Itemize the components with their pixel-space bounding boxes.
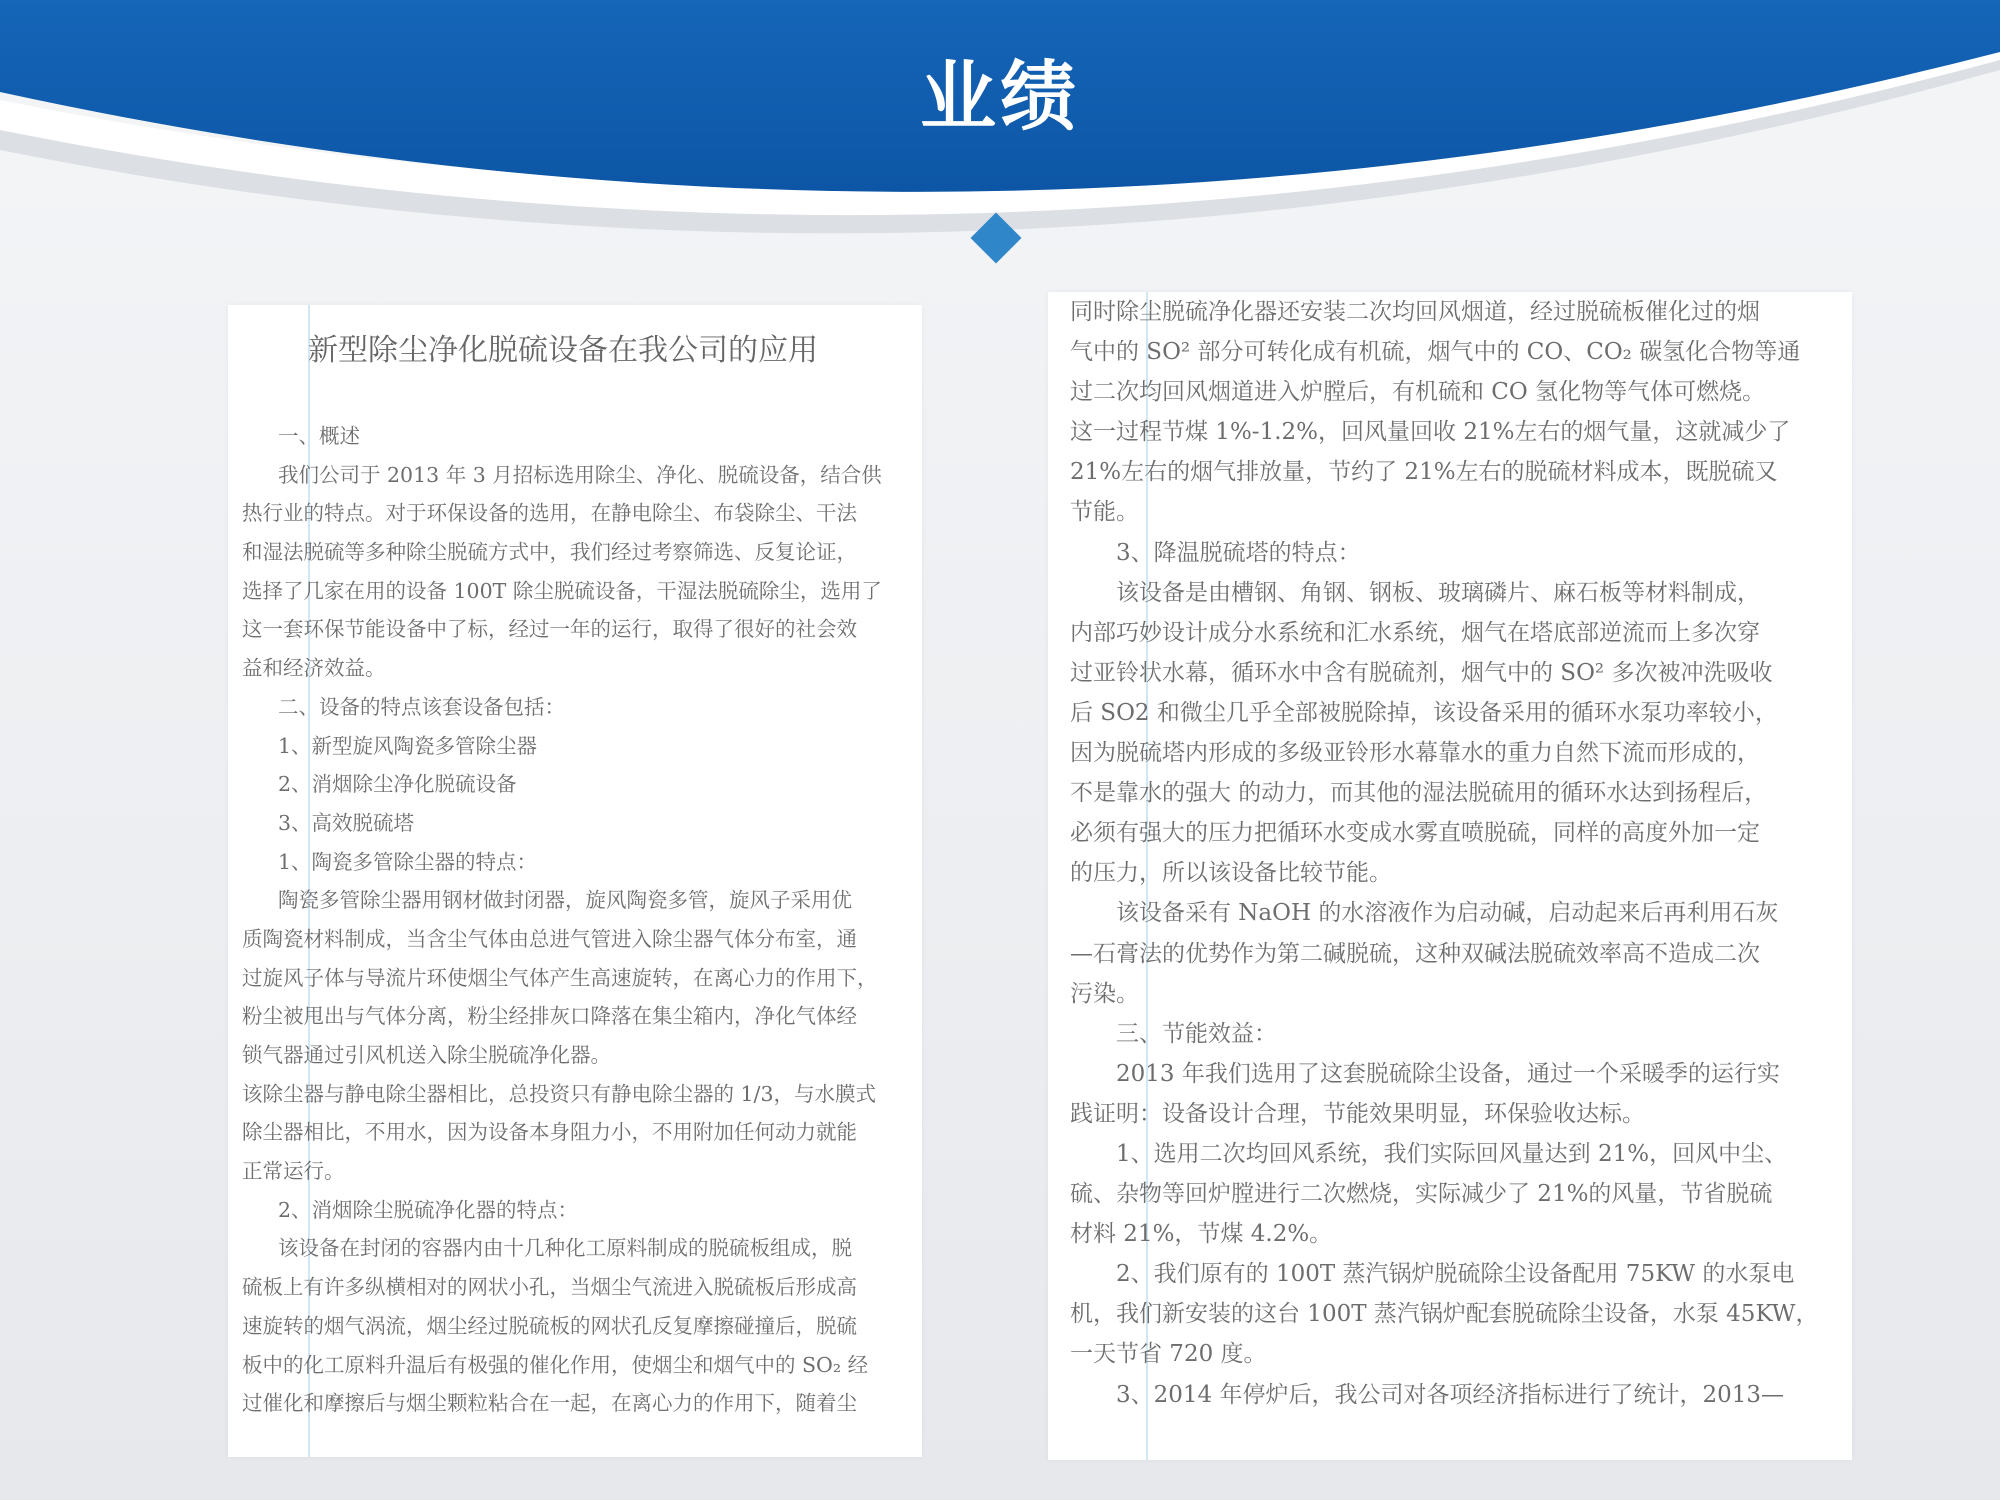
text-line: 和湿法脱硫等多种除尘脱硫方式中，我们经过考察筛选、反复论证，: [242, 540, 857, 565]
text-line: 3、2014 年停炉后，我公司对各项经济指标进行了统计，2013—: [1116, 1381, 1785, 1408]
text-line: 这一套环保节能设备中了标，经过一年的运行，取得了很好的社会效: [242, 617, 857, 642]
text-line: 益和经济效益。: [242, 656, 386, 681]
text-line: 2、消烟除尘净化脱硫设备: [278, 772, 517, 797]
text-line: 过旋风子体与导流片环使烟尘气体产生高速旋转，在离心力的作用下，: [242, 965, 878, 990]
document-page-left: [228, 305, 922, 1457]
text-line: 机，我们新安装的这台 100T 蒸汽锅炉配套脱硫除尘设备，水泵 45KW，: [1070, 1301, 1819, 1328]
text-line: 我们公司于 2013 年 3 月招标选用除尘、净化、脱硫设备，结合供: [278, 462, 882, 487]
text-line: 因为脱硫塔内形成的多级亚铃形水幕靠水的重力自然下流而形成的，: [1070, 740, 1760, 767]
text-line: 必须有强大的压力把循环水变成水雾直喷脱硫，同样的高度外加一定: [1070, 820, 1760, 847]
text-line: —石膏法的优势作为第二碱脱硫，这种双碱法脱硫效率高不造成二次: [1070, 940, 1760, 967]
text-line: 过亚铃状水幕，循环水中含有脱硫剂，烟气中的 SO² 多次被冲洗吸收: [1070, 659, 1773, 686]
text-line: 后 SO2 和微尘几乎全部被脱除掉，该设备采用的循环水泵功率较小，: [1070, 699, 1778, 726]
text-line: 锁气器通过引风机送入除尘脱硫净化器。: [242, 1043, 611, 1067]
text-line: 污染。: [1070, 980, 1139, 1007]
text-line: 三、节能效益：: [1116, 1020, 1277, 1047]
text-line: 硫、杂物等回炉膛进行二次燃烧，实际减少了 21%的风量，节省脱硫: [1070, 1181, 1773, 1208]
text-line: 质陶瓷材料制成，当含尘气体由总进气管进入除尘器气体分布室，通: [242, 926, 857, 951]
text-line: 这一过程节煤 1%-1.2%，回风量回收 21%左右的烟气量，这就减少了: [1070, 419, 1791, 446]
text-line: 21%左右的烟气排放量，节约了 21%左右的脱硫材料成本，既脱硫又: [1070, 459, 1778, 486]
text-line: 3、高效脱硫塔: [278, 810, 415, 835]
text-line: 1、选用二次均回风系统，我们实际回风量达到 21%，回风中尘、: [1116, 1140, 1788, 1167]
text-line: 二、设备的特点该套设备包括：: [278, 694, 565, 719]
text-line: 践证明：设备设计合理，节能效果明显，环保验收达标。: [1070, 1100, 1645, 1127]
text-line: 材料 21%，节煤 4.2%。: [1070, 1221, 1333, 1248]
text-line: 2、消烟除尘脱硫净化器的特点：: [278, 1197, 579, 1222]
text-line: 该设备在封闭的容器内由十几种化工原料制成的脱硫板组成，脱: [278, 1236, 852, 1261]
text-line: 过二次均回风烟道进入炉膛后，有机硫和 CO 氢化物等气体可燃烧。: [1070, 379, 1766, 406]
text-line: 不是靠水的强大 的动力，而其他的湿法脱硫用的循环水达到扬程后，: [1070, 780, 1768, 807]
text-line: 1、新型旋风陶瓷多管除尘器: [278, 733, 538, 758]
text-line: 热行业的特点。对于环保设备的选用，在静电除尘、布袋除尘、干法: [242, 501, 857, 526]
text-line: 2013 年我们选用了这套脱硫除尘设备，通过一个采暖季的运行实: [1116, 1060, 1780, 1087]
text-line: 板中的化工原料升温后有极强的催化作用，使烟尘和烟气中的 SO₂ 经: [242, 1352, 869, 1377]
text-line: 节能。: [1070, 499, 1139, 526]
text-line: 3、降温脱硫塔的特点：: [1116, 539, 1361, 566]
text-line: 该除尘器与静电除尘器相比，总投资只有静电除尘器的 1/3，与水膜式: [242, 1081, 877, 1106]
right-page-text: [1070, 292, 1840, 1415]
text-line: 粉尘被甩出与气体分离，粉尘经排灰口降落在集尘箱内，净化气体经: [242, 1004, 857, 1029]
text-line: 内部巧妙设计成分水系统和汇水系统，烟气在塔底部逆流而上多次穿: [1070, 619, 1760, 646]
text-line: 硫板上有许多纵横相对的网状小孔，当烟尘气流进入脱硫板后形成高: [242, 1275, 857, 1300]
document-page-right: [1048, 292, 1852, 1460]
text-line: 该设备采有 NaOH 的水溶液作为启动碱，启动起来后再利用石灰: [1116, 900, 1779, 927]
text-line: 速旋转的烟气涡流，烟尘经过脱硫板的网状孔反复摩擦碰撞后，脱硫: [242, 1313, 857, 1338]
text-line: 气中的 SO² 部分可转化成有机硫，烟气中的 CO、CO₂ 碳氢化合物等通: [1070, 339, 1801, 366]
text-line: 同时除尘脱硫净化器还安装二次均回风烟道，经过脱硫板催化过的烟: [1070, 299, 1760, 325]
text-line: 正常运行。: [242, 1159, 345, 1184]
text-line: 1、陶瓷多管除尘器的特点：: [278, 849, 538, 874]
text-line: 的压力，所以该设备比较节能。: [1070, 860, 1392, 887]
document-title: 新型除尘净化脱硫设备在我公司的应用: [308, 333, 818, 368]
text-line: 过催化和摩擦后与烟尘颗粒粘合在一起，在离心力的作用下，随着尘: [242, 1391, 857, 1416]
text-line: 一天节省 720 度。: [1070, 1341, 1267, 1368]
text-line: 一、概述: [278, 424, 360, 448]
page-title: 业绩: [920, 52, 1080, 141]
text-line: 选择了几家在用的设备 100T 除尘脱硫设备，干湿法脱硫除尘，选用了: [242, 578, 882, 603]
text-line: 2、我们原有的 100T 蒸汽锅炉脱硫除尘设备配用 75KW 的水泵电: [1116, 1261, 1795, 1288]
left-page-text: [242, 417, 914, 1423]
text-line: 除尘器相比，不用水，因为设备本身阻力小，不用附加任何动力就能: [242, 1120, 857, 1145]
text-line: 该设备是由槽钢、角钢、钢板、玻璃磷片、麻石板等材料制成，: [1116, 579, 1760, 606]
text-line: 陶瓷多管除尘器用钢材做封闭器，旋风陶瓷多管，旋风子采用优: [278, 888, 852, 913]
